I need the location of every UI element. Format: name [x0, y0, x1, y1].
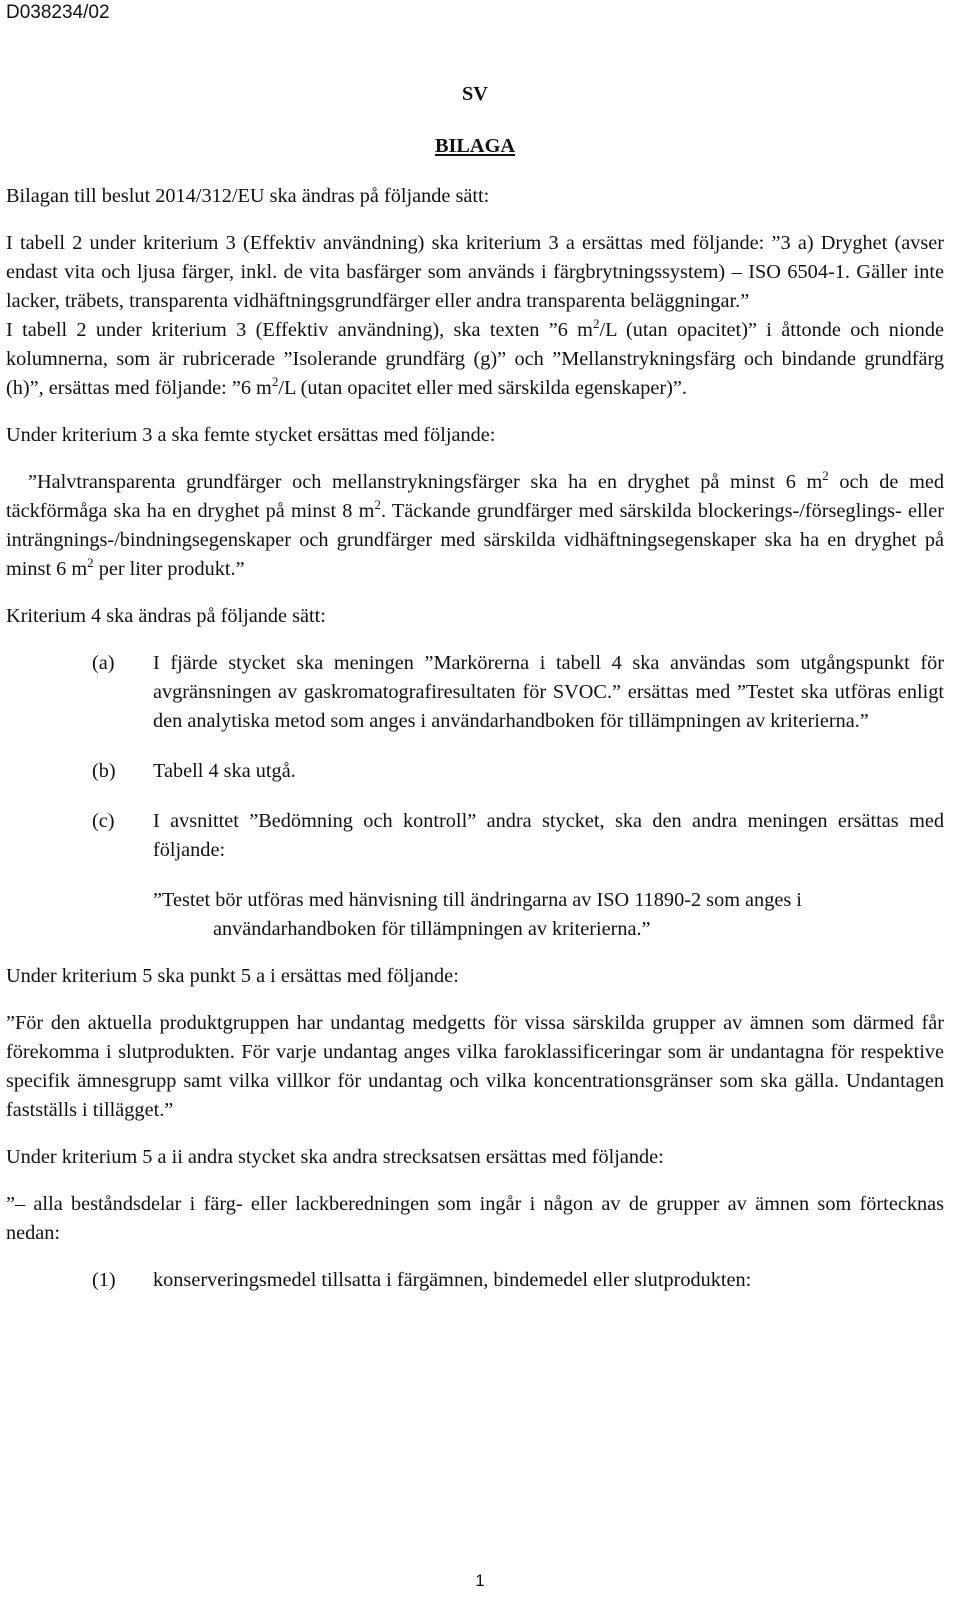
document-body	[6, 80, 944, 1316]
quote-dryness: ”Halvtransparenta grundfärger och mellanstrykningsfärger ska ha en dryghet på minst 6 $m^2$ och de med täckförmåga ska ha en dryghet på minst 8 $m^2$. Täckande grundfärger med särskilda blockerings-/förseglings- eller inträngnings-/bindningsegenskaper och grundfärger med särskilda vidhäftningsegenskaper ska ha en dryghet på minst 6 $m^2$ per liter produkt.”	[6, 468, 944, 580]
list-item-text: Tabell 4 ska utgå.	[153, 760, 296, 782]
list-item-1	[6, 1266, 944, 1295]
list-item-text: I fjärde stycket ska meningen ”Markörerna i tabell 4 ska användas som utgångspunkt för avgränsningen av gaskromatografiresultaten för SVOC.” ersättas med ”Testet ska utföras enligt den analytiska metod som anges i användarhandboken för tillämpningen av kriterierna.”	[153, 652, 944, 732]
paragraph-criterion-3a-fifth: Under kriterium 3 a ska femte stycket ersättas med följande:	[6, 424, 496, 446]
language-code: SV	[462, 83, 488, 105]
list-item-text: I avsnittet ”Bedömning och kontroll” andra stycket, ska den andra meningen ersättas med följande:	[153, 810, 944, 861]
list-item-a	[6, 649, 944, 736]
annex-title: BILAGA	[434, 135, 516, 157]
list-marker: (a)	[92, 652, 115, 674]
paragraph-criterion-5ai: Under kriterium 5 ska punkt 5 a i ersättas med följande:	[6, 965, 459, 987]
quote-test-method: ”Testet bör utföras med hänvisning till ändringarna av ISO 11890-2 som anges i användarhandboken för tillämpningen av kriterierna.”	[153, 889, 802, 940]
paragraph-table-2: I tabell 2 under kriterium 3 (Effektiv användning), ska texten ”6 $m^2/L$ (utan opacitet)” i åttonde och nionde kolumnerna, som är rubricerade ”Isolerande grundfärg (g)” och ”Mellanstrykningsfärg och bindande grundfärg (h)”, ersättas med följande: ”6 $m^2/L$ (utan opacitet eller med särskilda egenskaper)”.	[6, 316, 944, 399]
paragraph-criterion-3a: I tabell 2 under kriterium 3 (Effektiv användning) ska kriterium 3 a ersättas med följande: ”3 a) Dryghet (avser endast vita och ljusa färger, inkl. de vita basfärger som används i färgbrytningssystem) – ISO 6504-1. Gäller inte lacker, träbets, transparenta vidhäftningsgrundfärger eller andra transparenta beläggningar.”	[6, 232, 944, 312]
list-marker: (b)	[92, 760, 116, 782]
quote-exemptions: ”För den aktuella produktgruppen har undantag medgetts för vissa särskilda grupper av ämnen som därmed får förekomma i slutprodukten. För varje undantag anges vilka faroklassificeringar som är undantagna för respektive specifik ämnesgrupp samt vilka villkor för undantag och vilka koncentrationsgränser som ska gälla. Undantagen fastställs i tillägget.”	[6, 1012, 944, 1121]
document-id: D038234/02	[6, 2, 110, 23]
list-marker: (c)	[92, 810, 115, 832]
list-marker: (1)	[92, 1269, 116, 1291]
paragraph-criterion-4: Kriterium 4 ska ändras på följande sätt:	[6, 605, 326, 627]
page-number: 1	[475, 1571, 485, 1590]
list-item-b	[6, 757, 944, 786]
intro-paragraph: Bilagan till beslut 2014/312/EU ska ändras på följande sätt:	[6, 185, 490, 207]
list-item-c	[6, 807, 944, 865]
list-item-text: konserveringsmedel tillsatta i färgämnen, bindemedel eller slutprodukten:	[153, 1269, 752, 1291]
paragraph-criterion-5aii: Under kriterium 5 a ii andra stycket ska andra strecksatsen ersättas med följande:	[6, 1146, 664, 1168]
quote-ingredients: ”– alla beståndsdelar i färg- eller lackberedningen som ingår i någon av de grupper av ämnen som förtecknas nedan:	[6, 1193, 944, 1244]
